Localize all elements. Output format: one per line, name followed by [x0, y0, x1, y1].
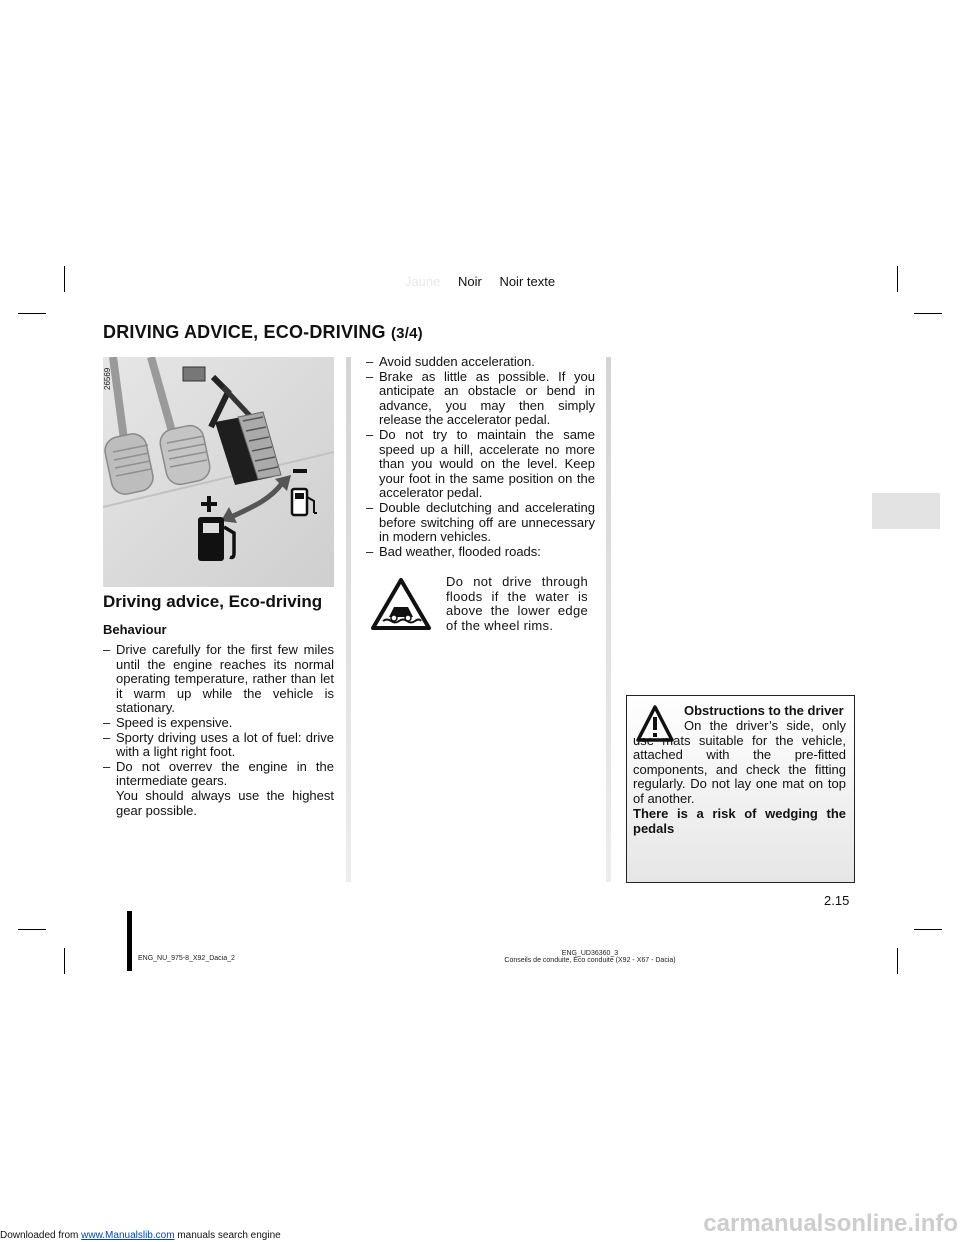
pedals-fuel-diagram: [103, 357, 334, 587]
list-item: – Speed is expensive.: [103, 714, 233, 730]
crop-mark: [897, 948, 898, 974]
list-item: – Brake as little as possible. If you anticipate an obstacle or bend in advance, you may then simply release the accelerator pedal.: [366, 368, 595, 428]
list-item: – Do not overrev the engine in the intermediate gears.: [103, 758, 334, 789]
crop-mark: [64, 948, 65, 974]
flood-warning-icon: [370, 577, 432, 631]
list-continuation: You should always use the highest gear possible.: [116, 787, 334, 818]
color-mark-noir-texte: Noir texte: [499, 274, 556, 289]
color-mark-jaune: Jaune: [404, 274, 441, 289]
footer-bar: [127, 911, 132, 971]
list-item: – Drive carefully for the first few miles until the engine reaches its normal operating temperature, rather than let it warm up while the vehicle is stationary.: [103, 642, 334, 716]
list-item: – Bad weather, flooded roads:: [366, 543, 541, 559]
minus-sign: [293, 469, 307, 473]
column-divider: [606, 357, 611, 882]
page-title-text: DRIVING ADVICE, ECO-DRIVING: [103, 322, 386, 342]
list-item: – Sporty driving uses a lot of fuel: drive with a light right foot.: [103, 729, 334, 760]
list-item: – Do not try to maintain the same speed up a hill, accelerate no more than you would on the level. Keep your foot in the same position on the accelerator pedal.: [366, 426, 595, 501]
crop-mark: [18, 929, 46, 930]
color-mark-noir: Noir: [457, 274, 482, 289]
crop-mark: [914, 313, 942, 314]
footer-right: [480, 950, 700, 964]
page-number: 2.15: [824, 893, 850, 908]
subsection-heading: Behaviour: [103, 622, 167, 637]
download-credit: Downloaded from www.Manualslib.com manuals search engine: [0, 1230, 281, 1241]
footer-left-code: ENG_NU_975-8_X92_Dacia_2: [138, 955, 235, 962]
advice-list: [366, 355, 595, 559]
color-registration-marks: [0, 274, 960, 289]
list-item: – Double declutching and accelerating before switching off are unnecessary in modern vehicles.: [366, 499, 595, 545]
footer-right-code: ENG_UD36360_3: [561, 950, 619, 957]
page-title-part: (3/4): [390, 325, 423, 342]
column-divider: [346, 357, 351, 882]
page-title: [103, 322, 423, 343]
chapter-thumb-tab: [872, 493, 940, 529]
warning-emphasis: There is a risk of wedging the pedals: [633, 806, 846, 836]
warning-body: On the driver’s side, only use mats suitable for the vehicle, attached with the pre-fitted components, and check the fitting regularly. Do not lay one mat on top of another.: [633, 718, 846, 806]
watermark: carmanualsonline.info: [703, 1210, 958, 1237]
warning-title: Obstructions to the driver: [684, 703, 844, 718]
pedal-illustration: [103, 357, 334, 587]
footer-right-desc: Conseils de conduite, Éco conduite (X92 - X67 - Dacia): [504, 957, 676, 964]
behaviour-list: [103, 643, 334, 818]
crop-mark: [18, 313, 46, 314]
crop-mark: [914, 929, 942, 930]
warning-box: [626, 695, 855, 883]
list-item: – Avoid sudden acceleration.: [366, 354, 535, 369]
flood-note: Do not drive through floods if the water is above the lower edge of the wheel rims.: [446, 574, 588, 633]
manualslib-link[interactable]: www.Manualslib.com: [81, 1230, 175, 1241]
section-heading: Driving advice, Eco-driving: [103, 592, 323, 611]
figure-code: 26569: [103, 367, 112, 390]
